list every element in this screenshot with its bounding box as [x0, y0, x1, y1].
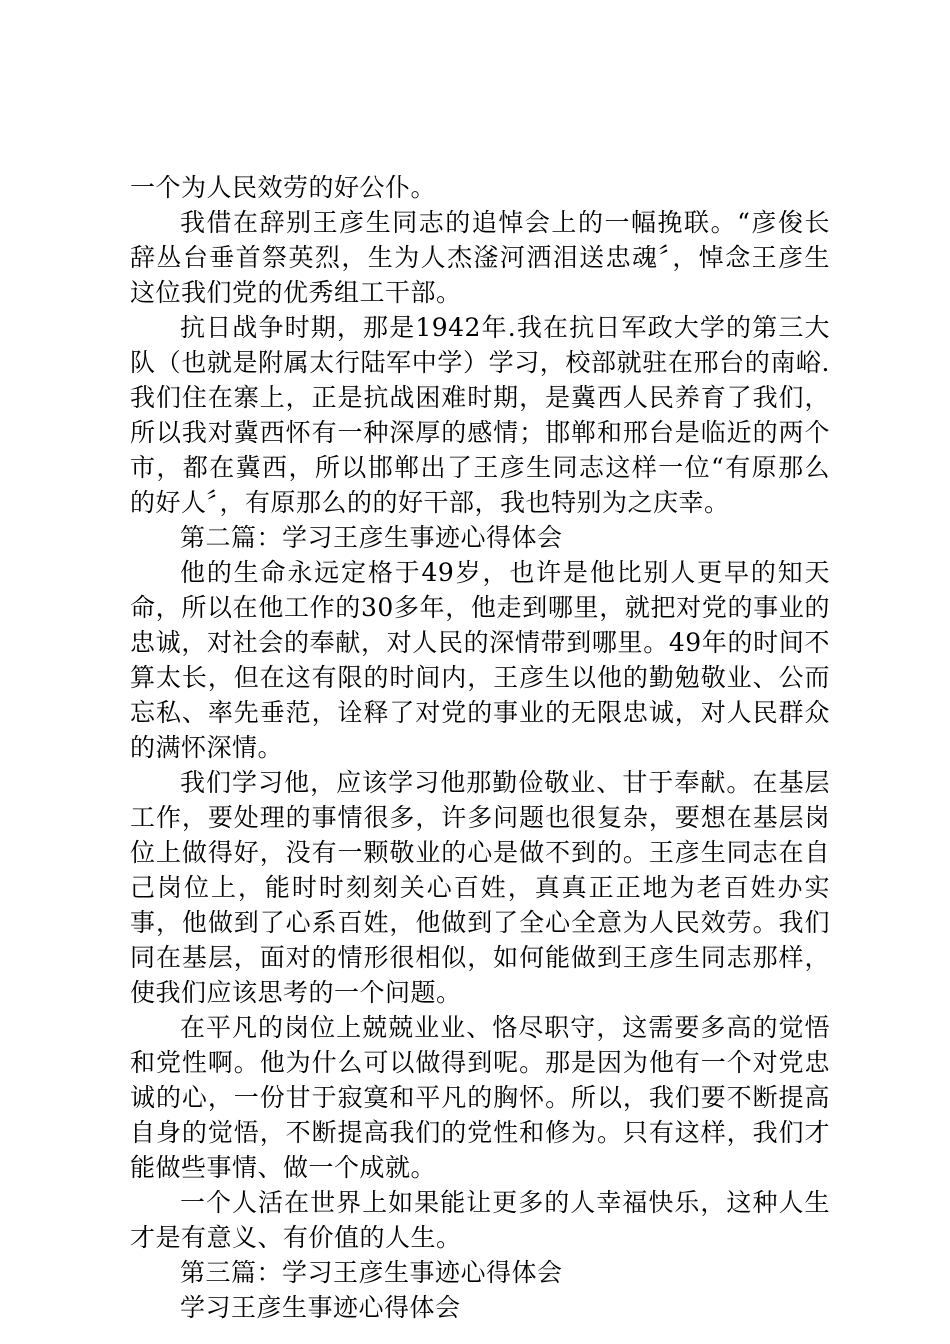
paragraph-4: 他的生命永远定格于49岁，也许是他比别人更早的知天命，所以在他工作的30多年，他走到哪里，就把对党的事业的忠诚，对社会的奉献，对人民的深情带到哪里。49年的时间不算太长，但在这有限的时间内，王彦生以他的勤勉敬业、公而忘私、率先垂范，诠释了对党的事业的无限忠诚，对人民群众的满怀深情。 [130, 558, 830, 762]
paragraph-6: 在平凡的岗位上兢兢业业、恪尽职守，这需要多高的觉悟和党性啊。他为什么可以做得到呢。那是因为他有一个对党忠诚的心，一份甘于寂寞和平凡的胸怀。所以，我们要不断提高自身的觉悟，不断提高我们的党性和修为。只有这样，我们才能做些事情、做一个成就。 [130, 1013, 830, 1182]
paragraph-5: 我们学习他，应该学习他那勤俭敬业、甘于奉献。在基层工作，要处理的事情很多，许多问题也很复杂，要想在基层岗位上做得好，没有一颗敬业的心是做不到的。王彦生同志在自己岗位上，能时时刻刻关心百姓，真真正正地为老百姓办实事，他做到了心系百姓，他做到了全心全意为人民效劳。我们同在基层，面对的情形很相似，如何能做到王彦生同志那样，使我们应该思考的一个问题。 [130, 768, 830, 1007]
paragraph-7: 一个人活在世界上如果能让更多的人幸福快乐，这种人生才是有意义、有价值的人生。 [130, 1188, 830, 1252]
section-heading-3: 第三篇：学习王彦生事迹心得体会 [180, 1258, 563, 1287]
paragraph-1: 一个为人民效劳的好公仆。 [130, 173, 437, 202]
paragraph-3: 抗日战争时期，那是1942年.我在抗日军政大学的第三大队（也就是附属太行陆军中学）学习，校部就驻在邢台的南峪.我们住在寨上，正是抗战困难时期，是冀西人民养育了我们，所以我对冀西怀有一种深厚的感情；邯郸和邢台是临近的两个市，都在冀西，所以邯郸出了王彦生同志这样一位“有原那么的好人〞，有原那么的的好干部，我也特别为之庆幸。 [130, 313, 830, 517]
section-heading-2: 第二篇：学习王彦生事迹心得体会 [180, 523, 563, 552]
section-subtitle: 学习王彦生事迹心得体会 [180, 1293, 461, 1322]
document-body [130, 170, 830, 1325]
paragraph-2: 我借在辞别王彦生同志的追悼会上的一幅挽联。“彦俊长辞丛台垂首祭英烈，生为人杰滏河洒泪送忠魂〞，悼念王彦生这位我们党的优秀组工干部。 [130, 208, 830, 307]
